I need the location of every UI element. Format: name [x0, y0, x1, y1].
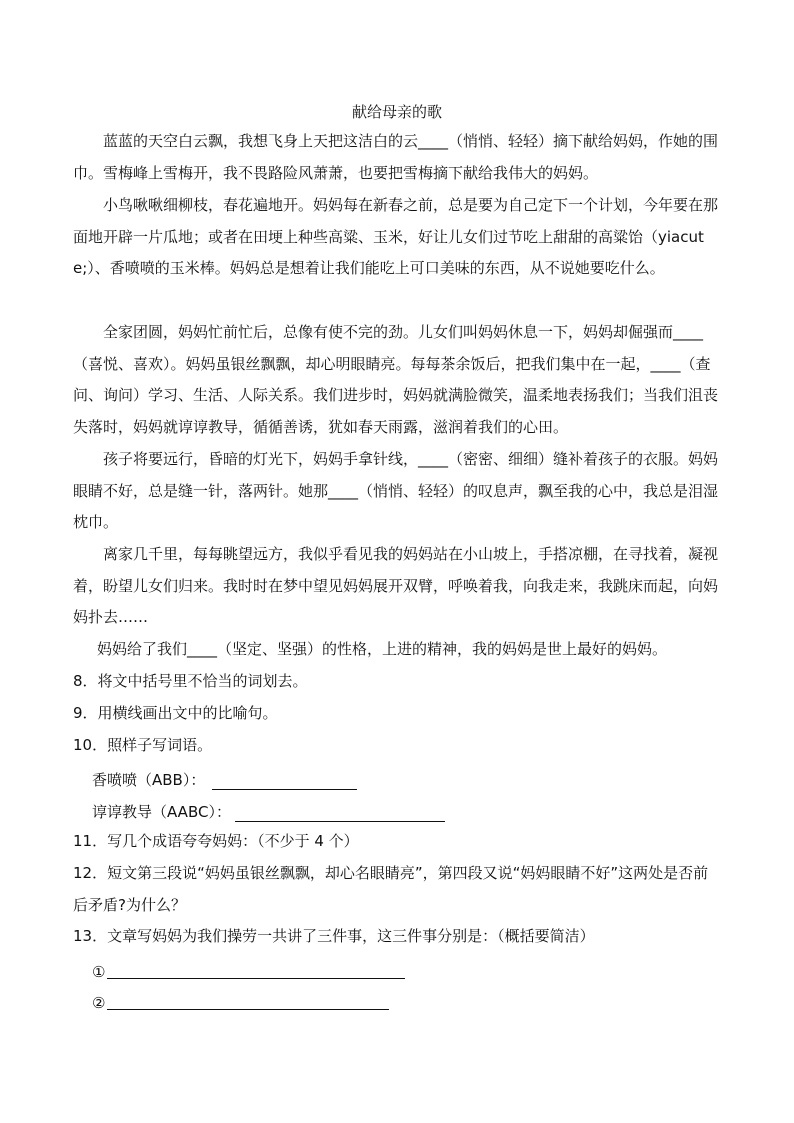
page-title: 献给母亲的歌 — [351, 103, 442, 121]
question-13-item-1-answer-line[interactable] — [107, 978, 405, 979]
question-13-item-1-label: ① — [92, 963, 106, 981]
question-13-item-2-answer-line[interactable] — [107, 1009, 389, 1010]
paragraph-1: 蓝蓝的天空白云飘，我想飞身上天把这洁白的云____（悄悄、轻轻）摘下献给妈妈，作她的围巾。雪梅峰上雪梅开，我不畏路险风萧萧，也要把雪梅摘下献给我伟大的妈妈。 — [73, 132, 719, 182]
paragraph-6: 妈妈给了我们____（坚定、坚强）的性格，上进的精神，我的妈妈是世上最好的妈妈。 — [97, 640, 668, 658]
question-10: 10．照样子写词语。 — [73, 736, 213, 754]
question-10-item-a-answer-line[interactable] — [212, 789, 357, 790]
question-10-item-a-label: 香喷喷（ABB）： — [92, 771, 206, 789]
paragraph-2: 小鸟啾啾细柳枝，春花遍地开。妈妈每在新春之前，总是要为自己定下一个计划，今年要在那面地开辟一片瓜地；或者在田埂上种些高粱、玉米，好让儿女们过节吃上甜甜的高粱饴（yiacute;）、香喷喷的玉米棒。妈妈总是想着让我们能吃上可口美味的东西，从不说她要吃什么。 — [73, 196, 719, 278]
question-10-item-b-label: 谆谆教导（AABC）： — [92, 803, 231, 821]
question-11: 11．写几个成语夸夸妈妈：（不少于 4 个） — [73, 832, 359, 850]
question-12: 12．短文第三段说“妈妈虽银丝飘飘，却心名眼睛亮”，第四段又说“妈妈眼睛不好”这两处是否前后矛盾?为什么？ — [73, 864, 709, 914]
question-9: 9．用横线画出文中的比喻句。 — [73, 704, 278, 722]
question-10-item-b-answer-line[interactable] — [235, 821, 445, 822]
paragraph-5: 离家几千里，每每眺望远方，我似乎看见我的妈妈站在小山坡上，手搭凉棚，在寻找着，凝视着，盼望儿女们归来。我时时在梦中望见妈妈展开双臂，呼唤着我，向我走来，我跳床而起，向妈妈扑去…… — [73, 545, 719, 627]
question-8: 8．将文中括号里不恰当的词划去。 — [73, 672, 308, 690]
question-13-item-2-label: ② — [92, 994, 106, 1012]
paragraph-3: 全家团圆，妈妈忙前忙后，总像有使不完的劲。儿女们叫妈妈休息一下，妈妈却倔强而____（喜悦、喜欢）。妈妈虽银丝飘飘，却心明眼睛亮。每每茶余饭后，把我们集中在一起，____（查问、询问）学习、生活、人际关系。我们进步时，妈妈就满脸微笑，温柔地表扬我们；当我们沮丧失落时，妈妈就谆谆教导，循循善诱，犹如春天雨露，滋润着我们的心田。 — [73, 323, 719, 437]
paragraph-4: 孩子将要远行，昏暗的灯光下，妈妈手拿针线，____（密密、细细）缝补着孩子的衣服。妈妈眼睛不好，总是缝一针，落两针。她那____（悄悄、轻轻）的叹息声，飘至我的心中，我总是泪湿枕巾。 — [73, 450, 719, 532]
question-13: 13．文章写妈妈为我们操劳一共讲了三件事，这三件事分别是：（概括要简洁） — [73, 927, 595, 945]
